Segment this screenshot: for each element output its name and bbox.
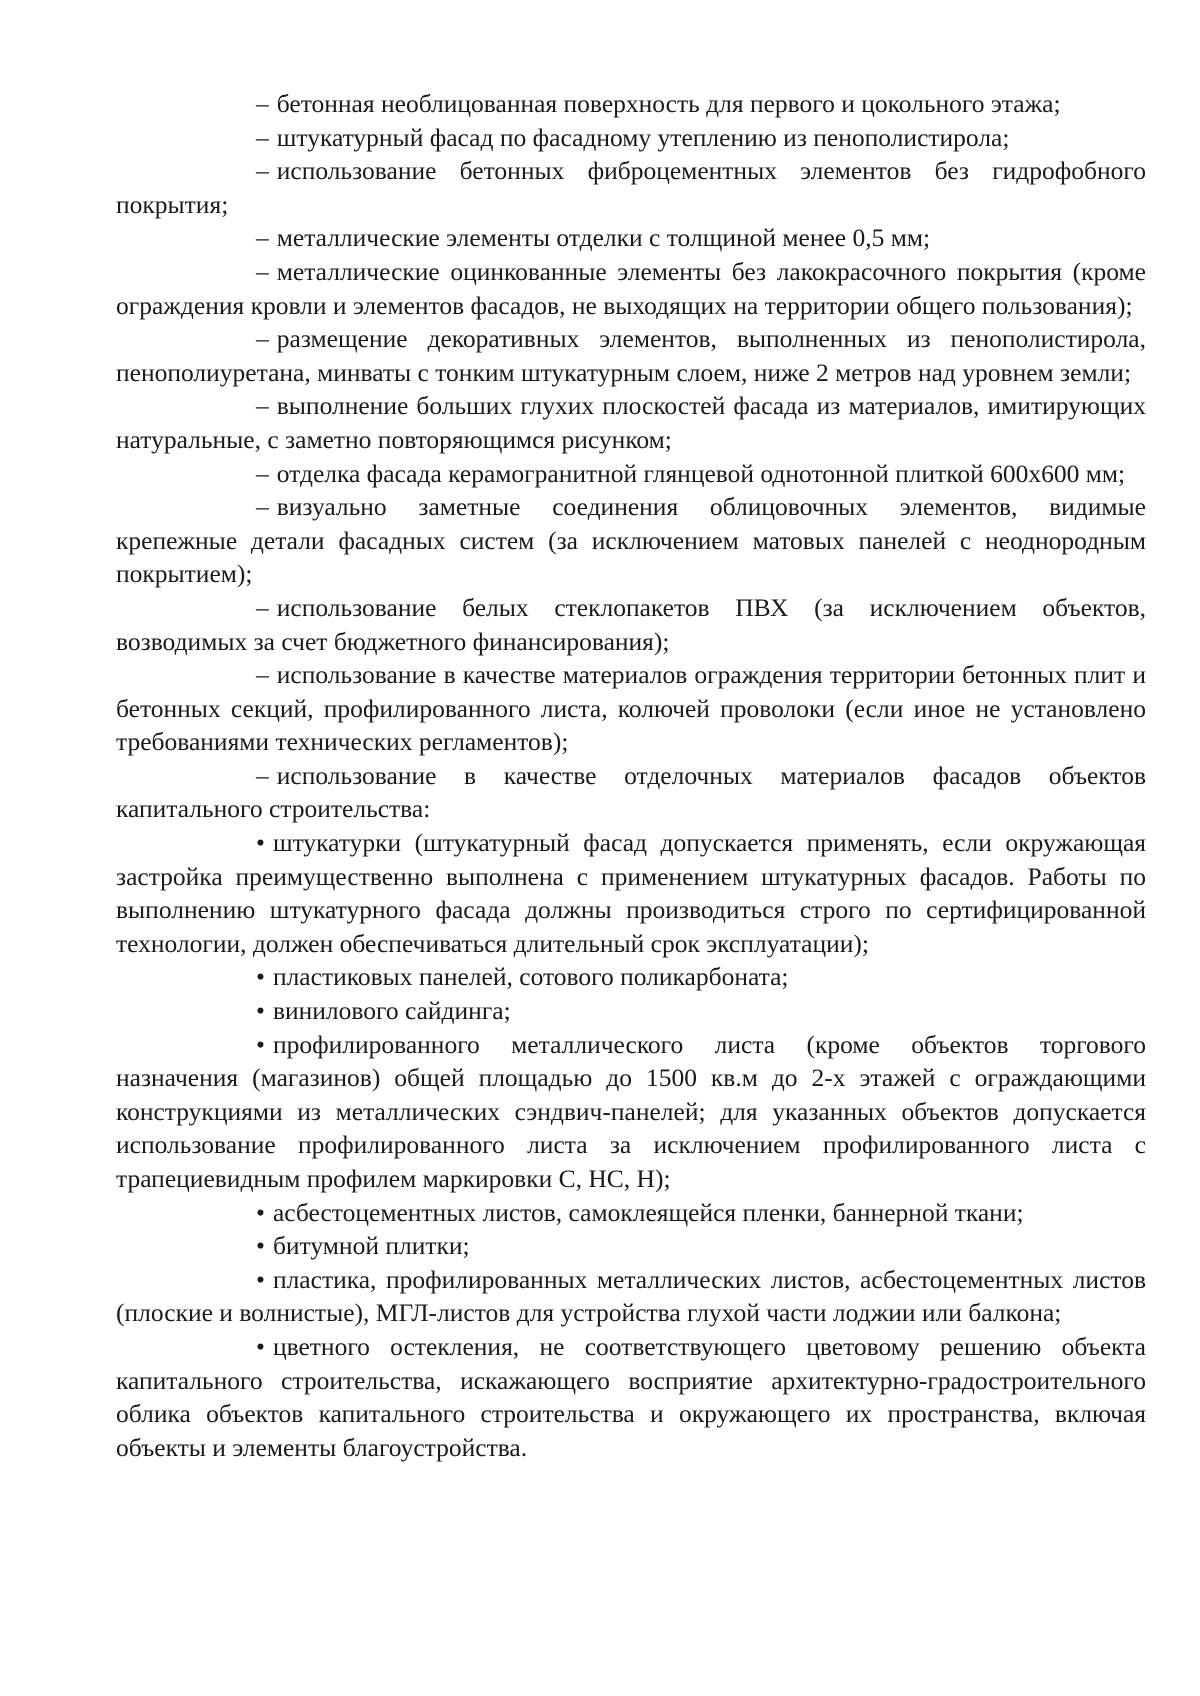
list-item: [116, 389, 1146, 456]
dash-marker: –: [256, 156, 269, 186]
list-item-text: металлические элементы отделки с толщиной менее 0,5 мм;: [276, 223, 931, 253]
list-item: [116, 322, 1146, 389]
sub-list-item: [116, 1028, 1146, 1196]
document-body: [116, 87, 1146, 1464]
list-item: [116, 759, 1146, 826]
list-item-text: визуально заметные соединения облицовочных элементов, видимые крепежные детали фасадных систем (за исключением матовых панелей с неоднородным покрытием);: [116, 492, 1146, 589]
list-item-text: использование белых стеклопакетов ПВХ (за исключением объектов, возводимых за счет бюджетного финансирования);: [116, 592, 1146, 656]
sub-list-item-text: штукатурки (штукатурный фасад допускается применять, если окружающая застройка преимущественно выполнена с применением штукатурных фасадов. Работы по выполнению штукатурного фасада должны производиться строго по сертифицированной технологии, должен обеспечиваться длительный срок эксплуатации);: [116, 828, 1146, 958]
sub-list-item-text: винилового сайдинга;: [272, 996, 511, 1026]
sub-list-item: [116, 1263, 1146, 1330]
bullet-marker: •: [256, 1197, 265, 1227]
bullet-marker: •: [256, 828, 265, 858]
list-item-text: использование в качестве материалов ограждения территории бетонных плит и бетонных секций, профилированного листа, колючей проволоки (если иное не установлено требованиями технических регламентов);: [116, 660, 1146, 757]
dash-marker: –: [256, 324, 269, 354]
sub-list-item-text: профилированного металлического листа (кроме объектов торгового назначения (магазинов) общей площадью до 1500 кв.м до 2-х этажей с ограждающими конструкциями из металлических сэндвич-панелей; для указанных объектов допускается использование профилированного листа за исключением профилированного листа с трапециевидным профилем маркировки С, НС, Н);: [116, 1029, 1146, 1193]
bullet-marker: •: [256, 1264, 265, 1294]
sub-list-item-text: цветного остекления, не соответствующего цветовому решению объекта капитального строительства, искажающего восприятие архитектурно-градостроительного облика объектов капитального строительства и окружающего их пространства, включая объекты и элементы благоустройства.: [116, 1331, 1146, 1462]
bullet-marker: •: [256, 1231, 265, 1261]
list-item-text: штукатурный фасад по фасадному утеплению из пенополистирола;: [276, 122, 1010, 152]
bullet-marker: •: [256, 1331, 265, 1361]
sub-list-item: [116, 960, 1146, 994]
list-item-text: размещение декоративных элементов, выполненных из пенополистирола, пенополиуретана, минваты с тонким штукатурным слоем, ниже 2 метров над уровнем земли;: [116, 324, 1146, 387]
sub-list-item-text: битумной плитки;: [272, 1231, 470, 1261]
list-item-text: отделка фасада керамогранитной глянцевой однотонной плиткой 600х600 мм;: [276, 458, 1126, 488]
dash-marker: –: [256, 391, 269, 421]
sub-list-item: [116, 1196, 1146, 1230]
bullet-marker: •: [256, 1029, 265, 1059]
list-item-text: использование в качестве отделочных материалов фасадов объектов капитального строительства:: [116, 760, 1146, 824]
list-item: [116, 658, 1146, 759]
list-item-text: выполнение больших глухих плоскостей фасада из материалов, имитирующих натуральные, с заметно повторяющимся рисунком;: [116, 391, 1146, 454]
dash-marker: –: [256, 89, 269, 118]
list-item: [116, 591, 1146, 658]
dash-marker: –: [256, 760, 269, 790]
list-item: [116, 490, 1146, 591]
list-item: [116, 121, 1146, 155]
list-item-text: металлические оцинкованные элементы без лакокрасочного покрытия (кроме ограждения кровли и элементов фасадов, не выходящих на территории общего пользования);: [116, 256, 1146, 320]
list-item-text: бетонная необлицованная поверхность для первого и цокольного этажа;: [276, 89, 1061, 118]
dash-marker: –: [256, 592, 269, 622]
sub-list-item: [116, 994, 1146, 1028]
list-item-text: использование бетонных фиброцементных элементов без гидрофобного покрытия;: [116, 156, 1146, 219]
list-item: [116, 255, 1146, 322]
sub-list-item-text: пластика, профилированных металлических листов, асбестоцементных листов (плоские и волнистые), МГЛ-листов для устройства глухой части лоджии или балкона;: [116, 1264, 1146, 1328]
dash-marker: –: [256, 223, 269, 253]
dash-marker: –: [256, 492, 269, 522]
sub-list-item: [116, 1330, 1146, 1464]
list-item: [116, 221, 1146, 255]
list-item: [116, 154, 1146, 221]
dash-marker: –: [256, 660, 269, 690]
dash-marker: –: [256, 256, 269, 286]
list-item: [116, 87, 1146, 121]
sub-list-item-text: пластиковых панелей, сотового поликарбоната;: [272, 962, 789, 992]
bullet-marker: •: [256, 996, 265, 1026]
sub-list-item: [116, 826, 1146, 960]
dash-marker: –: [256, 122, 269, 152]
sub-list-item-text: асбестоцементных листов, самоклеящейся пленки, баннерной ткани;: [272, 1197, 1024, 1227]
sub-list-item: [116, 1229, 1146, 1263]
dash-marker: –: [256, 458, 269, 488]
list-item: [116, 457, 1146, 491]
bullet-marker: •: [256, 962, 265, 992]
